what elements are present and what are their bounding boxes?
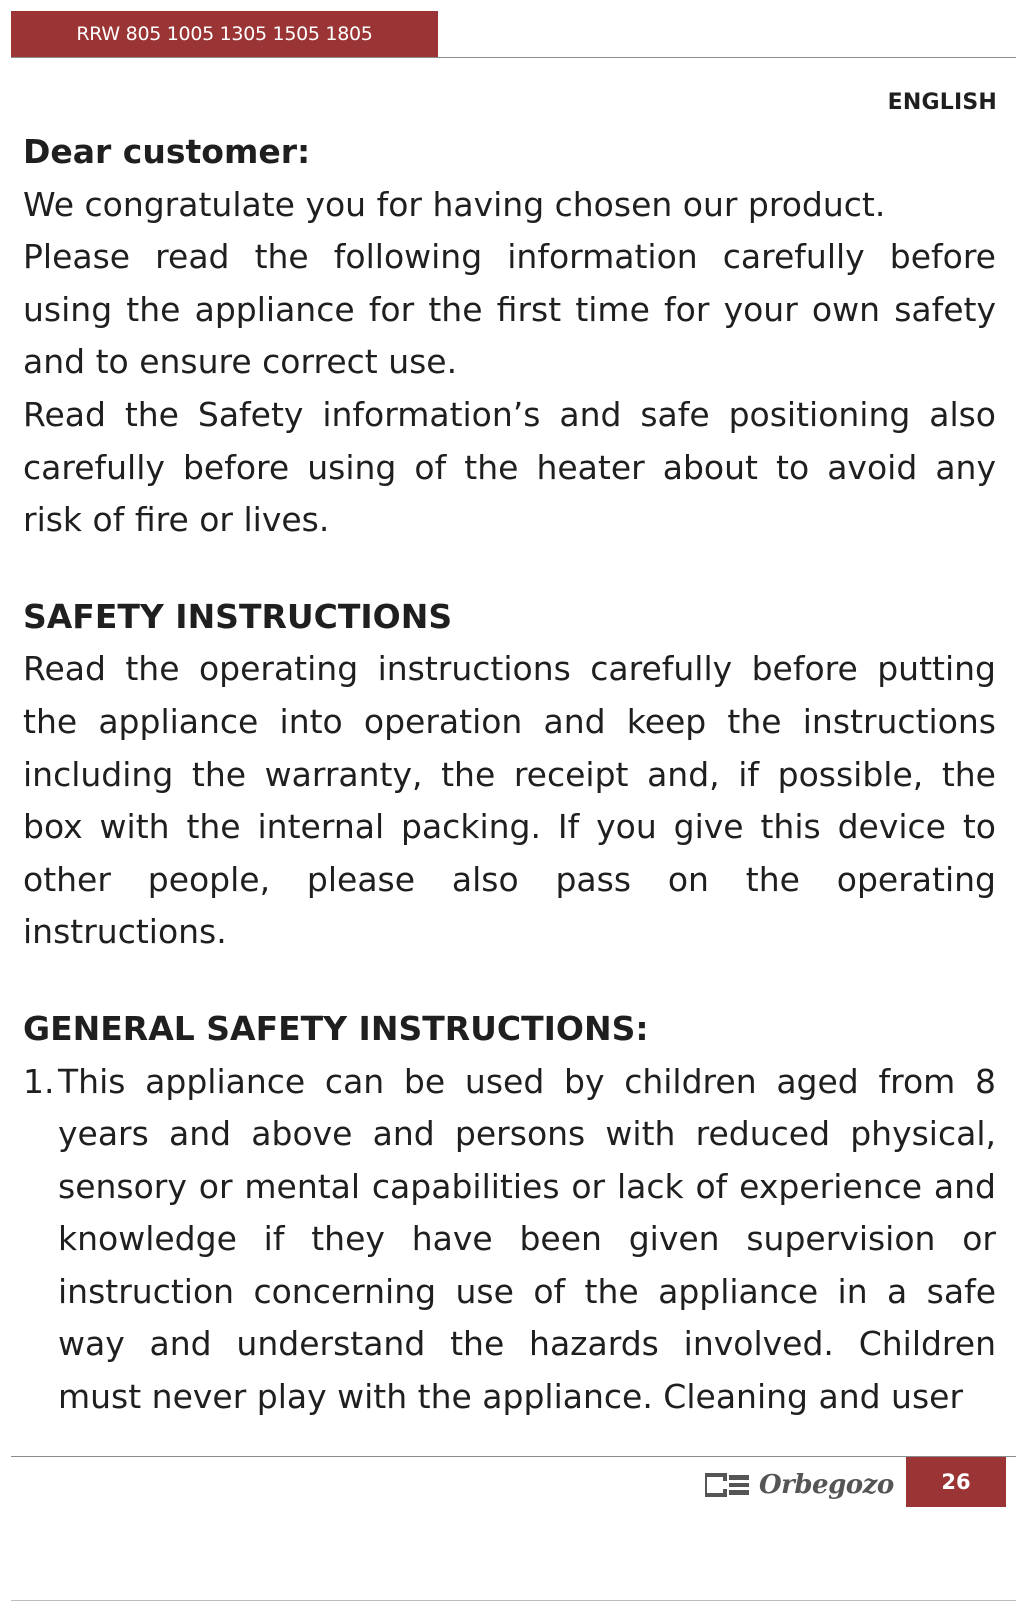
page-number: 26 xyxy=(906,1457,1006,1507)
brand-name: Orbegozo xyxy=(759,1470,894,1500)
language-label: ENGLISH xyxy=(887,90,997,115)
brand-mark-icon xyxy=(705,1472,751,1498)
header-divider xyxy=(11,57,1016,58)
general-safety-heading: GENERAL SAFETY INSTRUCTIONS: xyxy=(23,1008,649,1048)
section-spacer xyxy=(23,547,996,591)
greeting-heading: Dear customer: xyxy=(23,132,311,171)
intro-paragraph-2: Read the Safety information’s and safe positioning also carefully before using of the heater about to avoid any risk of fire or lives. xyxy=(23,394,996,540)
section-spacer xyxy=(23,959,996,1003)
safety-instructions-body: Read the operating instructions carefully before putting the appliance into operation and keep the instructions including the warranty, the receipt and, if possible, the box with the internal packing. If you give this device to other people, please also pass on the operating instructions. xyxy=(23,649,996,952)
intro-line: We congratulate you for having chosen our product. xyxy=(23,184,886,224)
list-item-number: 1. xyxy=(23,1061,55,1101)
intro-paragraph-1: Please read the following information carefully before using the appliance for the first time for your own safety and to ensure correct use. xyxy=(23,237,996,382)
safety-instructions-heading: SAFETY INSTRUCTIONS xyxy=(23,596,453,636)
list-item-text: This appliance can be used by children aged from 8 years and above and persons with reduced physical, sensory or mental capabilities or lack of experience and knowledge if they have been given supervision or instruction concerning use of the appliance in a safe way and understand the hazards involved. Children must never play with the appliance. Cleaning and user xyxy=(58,1061,996,1417)
model-numbers-badge: RRW 805 1005 1305 1505 1805 xyxy=(11,11,438,57)
brand-logo xyxy=(705,1467,895,1503)
bottom-divider xyxy=(11,1600,1016,1601)
footer-divider xyxy=(11,1456,1016,1457)
list-item xyxy=(23,1056,996,1424)
page-content xyxy=(23,126,996,1424)
